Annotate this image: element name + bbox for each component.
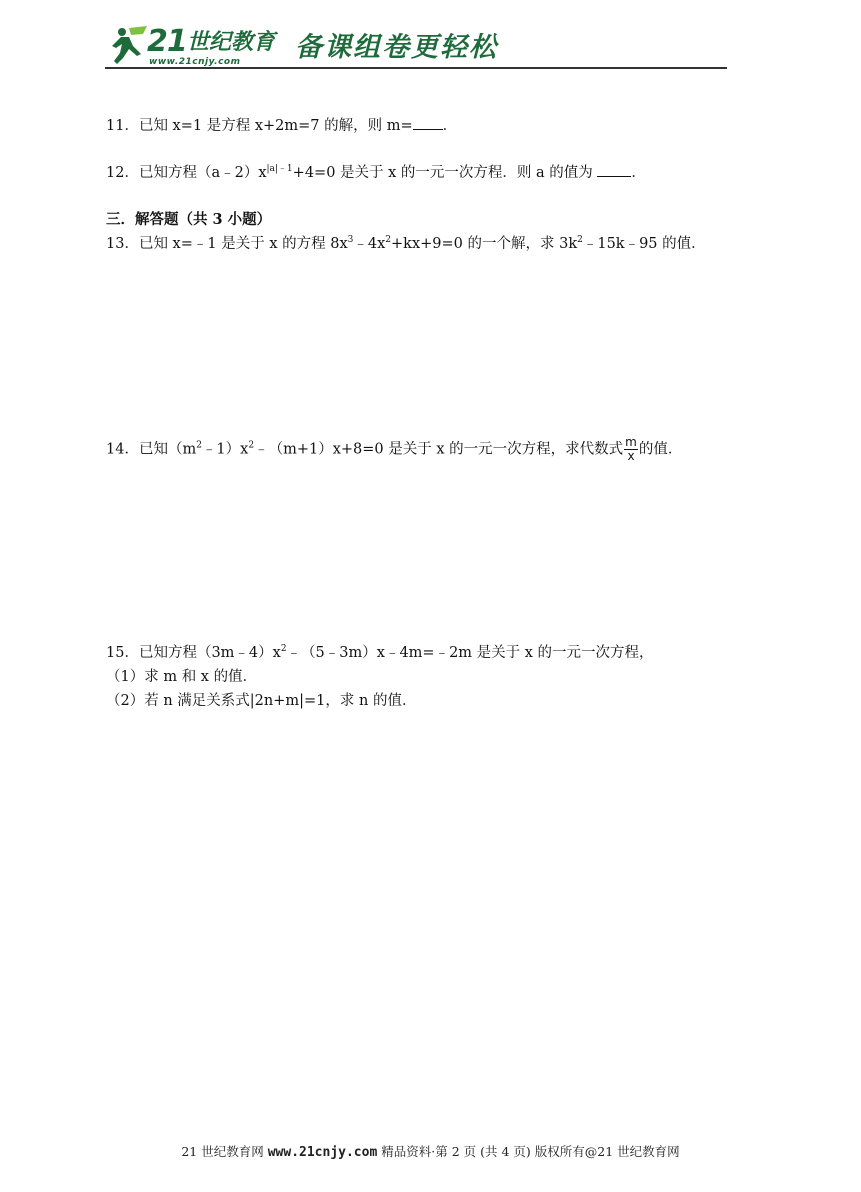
- q12-answer-blank: [597, 162, 631, 177]
- q14-text-1: 14．已知（m: [106, 441, 197, 458]
- q14-fraction-denominator: x: [627, 449, 635, 463]
- question-11: [106, 115, 457, 136]
- q13-text-3: +kx+9=0 的一个解，求 3k: [391, 236, 578, 252]
- q14-text-3: ﹣（m+1）x+8=0 是关于 x 的一元一次方程，求代数式: [254, 441, 624, 458]
- question-15: [106, 643, 654, 663]
- q14-exp-1: 2: [196, 440, 202, 451]
- q15-text-1: 15．已知方程（3m﹣4）x: [106, 645, 281, 661]
- q15-subquestion-2: （2）若 n 满足关系式|2n+m|=1，求 n 的值．: [106, 693, 417, 709]
- question-13: [106, 234, 706, 254]
- question-14: [106, 436, 682, 463]
- logo-url: www.21cnjy.com: [149, 57, 241, 67]
- q14-exp-2: 2: [248, 440, 255, 451]
- q11-text: 11．已知 x=1 是方程 x+2m=7 的解，则 m=: [106, 118, 413, 134]
- footer-site-link[interactable]: www.21cnjy.com: [267, 1145, 378, 1160]
- q14-fraction: [624, 436, 638, 463]
- page-footer: [0, 1142, 861, 1160]
- header-slogan: 备课组卷更轻松: [295, 32, 498, 63]
- q13-exp-1: 3: [347, 235, 354, 245]
- logo-name: 世纪教育: [187, 30, 276, 55]
- footer-right: 精品资料·第 2 页 (共 4 页) 版权所有@21 世纪教育网: [377, 1144, 680, 1159]
- q12-suffix: ．: [631, 165, 646, 181]
- q12-exponent: |a|﹣1: [266, 164, 293, 174]
- q11-suffix: ．: [442, 118, 458, 134]
- q14-text-2: ﹣1）x: [201, 441, 249, 458]
- q13-exp-3: 2: [577, 235, 583, 245]
- section-3-title: 三．解答题（共 3 小题）: [106, 211, 272, 228]
- logo-number: 21: [147, 24, 187, 59]
- footer-left: 21 世纪教育网: [181, 1144, 268, 1159]
- q13-text-4: ﹣15k﹣95 的值．: [582, 236, 706, 252]
- q15-subquestion-1: （1）求 m 和 x 的值．: [106, 669, 258, 685]
- q14-text-4: 的值．: [638, 441, 683, 458]
- q13-exp-2: 2: [385, 235, 392, 245]
- q13-text-2: ﹣4x: [353, 236, 386, 252]
- q15-text-2: ﹣（5﹣3m）x﹣4m=﹣2m 是关于 x 的一元一次方程，: [286, 645, 654, 661]
- q11-answer-blank: [413, 115, 443, 130]
- header-divider: [105, 67, 727, 69]
- q14-fraction-numerator: m: [625, 435, 637, 449]
- q13-text-1: 13．已知 x=﹣1 是关于 x 的方程 8x: [106, 236, 348, 252]
- q12-text: 12．已知方程（a﹣2）x: [106, 165, 267, 181]
- q15-exp-1: 2: [280, 644, 287, 654]
- question-12: [106, 162, 646, 183]
- q12-text-middle: +4=0 是关于 x 的一元一次方程．则 a 的值为: [292, 165, 598, 181]
- page-header: [105, 22, 727, 72]
